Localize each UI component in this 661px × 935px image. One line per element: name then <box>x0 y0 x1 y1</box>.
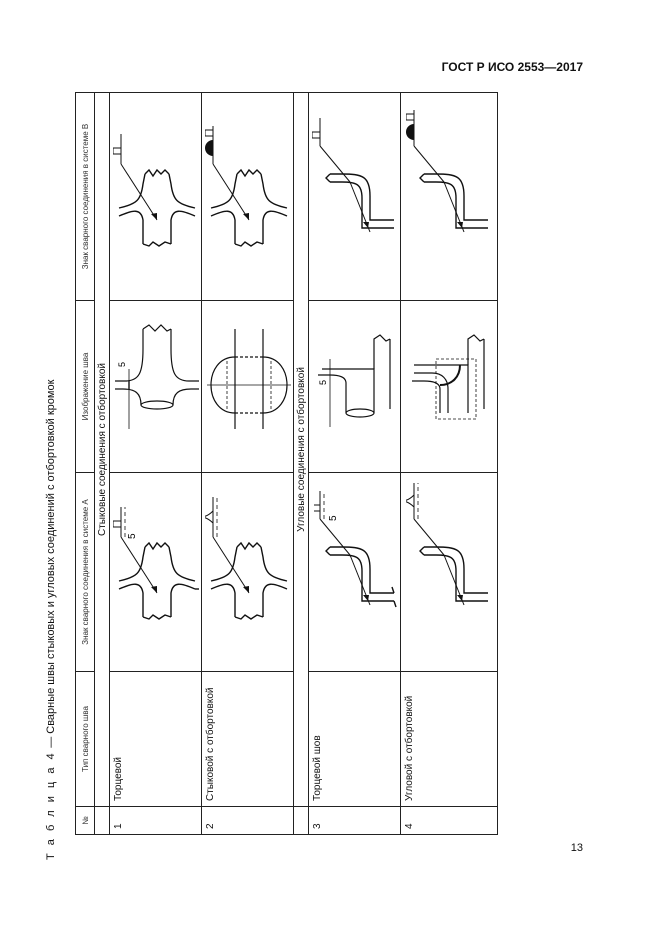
flange-butt-image-drawing <box>205 304 291 469</box>
system-b-symbol <box>202 93 294 301</box>
image-dimension-label: 5 <box>317 379 328 385</box>
corner-flange-b-drawing <box>406 97 492 297</box>
group-spacer <box>95 807 110 835</box>
rotated-table <box>75 93 490 835</box>
weld-table <box>75 92 498 835</box>
row-number: 3 <box>309 807 401 835</box>
group-title-text: Угловые соединения с отбортовкой <box>295 367 307 532</box>
col-type-header: Тип сварного шва <box>76 672 95 807</box>
group-row <box>294 93 309 835</box>
butt-flange-b-drawing <box>113 97 199 297</box>
row-type: Торцевой <box>110 672 202 807</box>
corner-edge-b-drawing <box>312 97 398 297</box>
system-a-symbol <box>110 473 202 672</box>
standard-code: ГОСТ Р ИСО 2553—2017 <box>441 60 583 74</box>
weld-image <box>309 301 401 473</box>
corner-flange-image-drawing <box>406 304 492 469</box>
caption-text: — Сварные швы стыковых и угловых соединений с отбортовкой кромок <box>45 379 57 751</box>
corner-edge-a-drawing <box>312 477 398 667</box>
dimension-label: 5 <box>126 533 138 539</box>
row-type: Угловой с отбортовкой <box>401 672 498 807</box>
system-b-symbol <box>401 93 498 301</box>
group-title-text: Стыковые соединения с отбортовкой <box>96 363 108 537</box>
system-a-symbol <box>309 473 401 672</box>
corner-flange-a-drawing <box>406 477 492 667</box>
col-num-header: № <box>76 807 95 835</box>
dimension-label: 5 <box>327 515 339 521</box>
table-row <box>202 93 294 835</box>
flange-butt-b-drawing <box>205 97 291 297</box>
header-row <box>76 93 95 835</box>
col-system-b-header: Знак сварного соединения в системе B <box>76 93 95 301</box>
row-type: Стыковой с отбортовкой <box>202 672 294 807</box>
group-title <box>95 93 110 807</box>
weld-image <box>401 301 498 473</box>
row-number: 2 <box>202 807 294 835</box>
row-type: Торцевой шов <box>309 672 401 807</box>
table-row <box>401 93 498 835</box>
butt-flange-a-drawing <box>113 477 199 667</box>
table-row <box>309 93 401 835</box>
corner-edge-image-drawing <box>312 304 398 469</box>
caption-prefix: Т а б л и ц а 4 <box>45 750 57 860</box>
system-b-symbol <box>309 93 401 301</box>
system-a-symbol <box>401 473 498 672</box>
group-row <box>95 93 110 835</box>
weld-image <box>202 301 294 473</box>
system-b-symbol <box>110 93 202 301</box>
table-row <box>110 93 202 835</box>
col-system-a-header: Знак сварного соединения в системе A <box>76 473 95 672</box>
table-caption <box>45 100 61 860</box>
flange-butt-a-drawing <box>205 477 291 667</box>
group-title <box>294 93 309 807</box>
row-number: 1 <box>110 807 202 835</box>
butt-flange-image-drawing <box>113 304 199 469</box>
col-image-header: Изображение шва <box>76 301 95 473</box>
weld-image <box>110 301 202 473</box>
page-number: 13 <box>570 842 583 854</box>
image-dimension-label: 5 <box>116 361 127 367</box>
system-a-symbol <box>202 473 294 672</box>
row-number: 4 <box>401 807 498 835</box>
group-spacer <box>294 807 309 835</box>
